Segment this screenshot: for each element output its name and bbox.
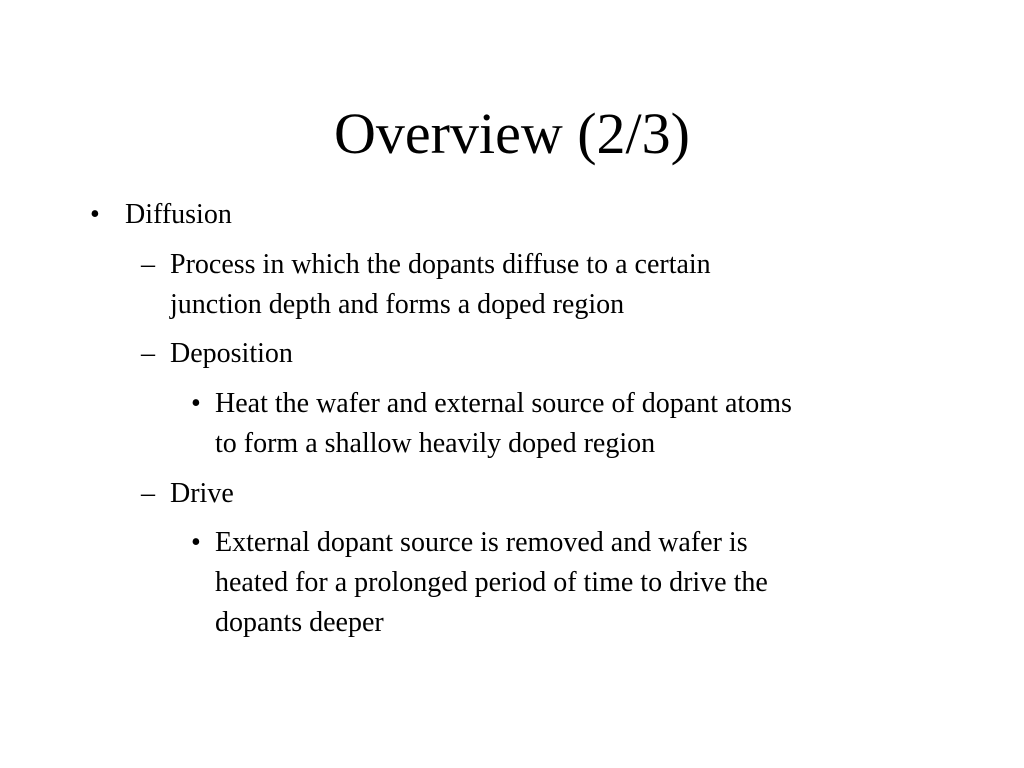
dash-marker: –	[141, 478, 155, 509]
dash-marker: –	[141, 249, 155, 280]
bullet-marker: •	[90, 199, 100, 230]
bullet-marker: •	[191, 527, 201, 558]
slide-title: Overview (2/3)	[334, 101, 690, 166]
subbullet-text-line: Process in which the dopants diffuse to a certain	[170, 249, 711, 280]
subbullet-text-line: junction depth and forms a doped region	[170, 289, 625, 320]
subsubbullet-text-line: External dopant source is removed and wafer is	[215, 527, 748, 558]
bullet-marker: •	[191, 388, 201, 419]
subsubbullet-text-line: Heat the wafer and external source of dopant atoms	[215, 388, 792, 419]
subsubbullet-text-line: heated for a prolonged period of time to drive the	[215, 567, 768, 598]
subbullet-text-line: Deposition	[170, 338, 293, 369]
subsubbullet-text-line: to form a shallow heavily doped region	[215, 428, 656, 459]
bullet-text: Diffusion	[125, 199, 232, 230]
subsubbullet-text-line: dopants deeper	[215, 607, 384, 638]
dash-marker: –	[141, 338, 155, 369]
subbullet-text-line: Drive	[170, 478, 234, 509]
